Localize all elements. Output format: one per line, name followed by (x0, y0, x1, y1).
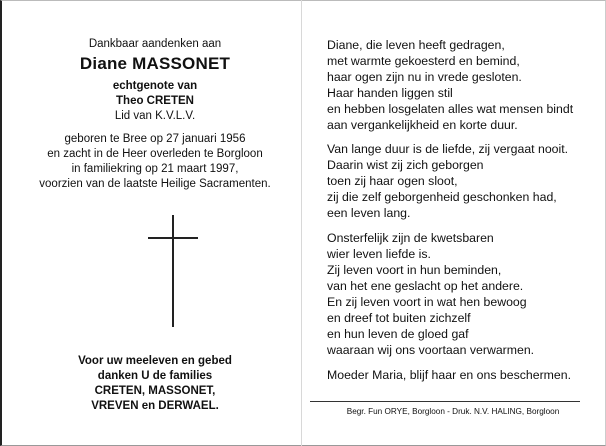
poem-line: Daarin wist zij zich geborgen (327, 158, 484, 172)
fold-line (301, 0, 302, 446)
intro-text: Dankbaar aandenken aan (88, 38, 222, 50)
spouse-intro: echtgenote van (112, 80, 198, 92)
bio-line: in familiekring op 21 maart 1997, (71, 163, 239, 175)
poem-line: en hun leven de gloed gaf (327, 327, 469, 341)
bio-line: voorzien van de laatste Heilige Sacramenten. (39, 178, 271, 190)
poem-line: Moeder Maria, blijf haar en ons beschermen. (327, 368, 572, 382)
poem-line: zij die zelf geborgenheid geschonken had, (327, 190, 557, 204)
membership: Lid van K.V.L.V. (114, 110, 196, 122)
poem-line: haar ogen zijn nu in vrede gesloten. (327, 70, 522, 84)
poem-line: van het ene geslacht op het andere. (327, 279, 524, 293)
poem-line: en dreef tot buiten zichzelf (327, 311, 471, 325)
thanks-line: CRETEN, MASSONET, (94, 385, 216, 397)
poem-line: wier leven liefde is. (327, 247, 431, 261)
poem-line: Onsterfelijk zijn de kwetsbaren (327, 231, 494, 245)
spouse-name: Theo CRETEN (116, 95, 194, 107)
poem-line: een leven lang. (327, 206, 411, 220)
footer-rule (310, 401, 580, 402)
poem-line: Zij leven voort in hun beminden, (327, 263, 502, 277)
cross-icon-bar (148, 237, 198, 239)
poem-line: Diane, die leven heeft gedragen, (327, 38, 505, 52)
poem-line: waaraan wij ons voortaan verwarmen. (327, 343, 535, 357)
cross-icon (172, 215, 174, 327)
bio-line: en zacht in de Heer overleden te Borgloon (47, 148, 263, 160)
poem-line: Van lange duur is de liefde, zij vergaat nooit. (327, 142, 569, 156)
poem-line: met warmte gekoesterd en bemind, (327, 54, 520, 68)
printer-credit: Begr. Fun ORYE, Borgloon - Druk. N.V. HALING, Borgloon (346, 407, 560, 416)
right-panel (327, 0, 597, 446)
thanks-line: danken U de families (97, 370, 213, 382)
thanks-line: Voor uw meeleven en gebed (78, 355, 232, 367)
poem-line: en hebben losgelaten alles wat mensen bindt (327, 102, 574, 116)
poem-line: Haar handen liggen stil (327, 86, 453, 100)
poem-line: aan vergankelijkheid en korte duur. (327, 118, 518, 132)
deceased-name: Diane MASSONET (79, 54, 231, 73)
poem-line: toen zij haar ogen sloot, (327, 174, 458, 188)
bio-line: geboren te Bree op 27 januari 1956 (64, 133, 246, 145)
poem-line: En zij leven voort in wat hen bewoog (327, 295, 527, 309)
thanks-line: VREVEN en DERWAEL. (91, 400, 219, 412)
left-panel (20, 0, 290, 446)
